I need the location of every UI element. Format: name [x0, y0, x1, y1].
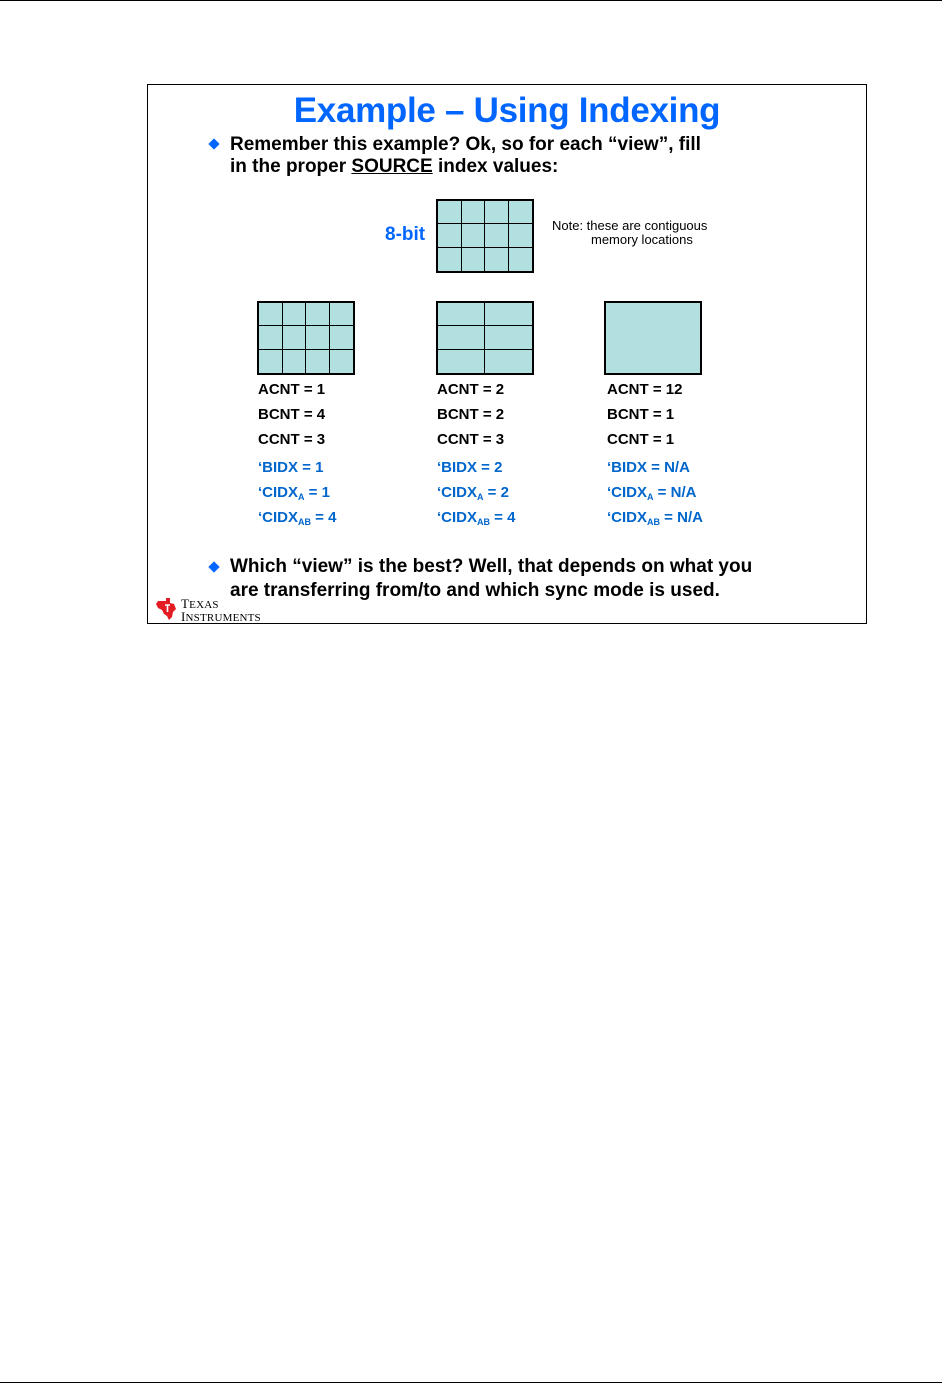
ccnt-value: CCNT = 1 — [607, 431, 675, 448]
ccnt-value: CCNT = 3 — [258, 431, 326, 448]
bullet-which-view — [230, 555, 752, 603]
bullet-line: are transferring from/to and which sync mode is used. — [230, 580, 720, 601]
grid-cell — [283, 326, 307, 349]
grid-cell — [438, 350, 485, 373]
bcnt-value: BCNT = 4 — [258, 406, 326, 423]
cidxab-value: ‘$CIDX_{AB} = N/A$ — [607, 509, 703, 527]
contiguous-note: Note: these are contiguous memory locations — [552, 218, 708, 247]
cidxa-value: ‘$CIDX_A = 2$ — [437, 484, 509, 502]
grid-cell — [330, 326, 354, 349]
grid-cell — [330, 303, 354, 326]
slide — [147, 84, 867, 624]
grid-cell — [606, 303, 700, 373]
view-1-grid — [257, 301, 355, 375]
bullet-diamond-icon — [208, 138, 219, 149]
grid-cell — [485, 326, 532, 349]
view-3-grid — [604, 301, 702, 375]
grid-cell — [283, 303, 307, 326]
source-width-label: 8-bit — [385, 224, 426, 245]
ccnt-value: CCNT = 3 — [437, 431, 505, 448]
bidx-value: ‘BIDX = 1 — [258, 459, 324, 476]
grid-cell — [438, 303, 485, 326]
grid-cell — [438, 248, 462, 271]
bullet-line: in the proper SOURCE index values: — [230, 156, 559, 177]
cidxab-value: ‘$CIDX_{AB} = 4$ — [258, 509, 337, 527]
source-memory-grid — [436, 199, 534, 273]
bidx-value: ‘BIDX = 2 — [437, 459, 503, 476]
grid-cell — [509, 248, 533, 271]
bidx-value: ‘BIDX = N/A — [607, 459, 690, 476]
grid-cell — [485, 350, 532, 373]
grid-cell — [438, 201, 462, 224]
grid-cell — [462, 224, 486, 247]
grid-cell — [306, 326, 330, 349]
cidxab-value: ‘$CIDX_{AB} = 4$ — [437, 509, 516, 527]
bcnt-value: BCNT = 1 — [607, 406, 675, 423]
grid-cell — [509, 224, 533, 247]
source-emphasis: SOURCE — [351, 156, 433, 177]
grid-cell — [462, 248, 486, 271]
view-2-grid — [436, 301, 534, 375]
grid-cell — [462, 201, 486, 224]
grid-cell — [306, 350, 330, 373]
grid-cell — [485, 201, 509, 224]
grid-cell — [259, 350, 283, 373]
grid-cell — [509, 201, 533, 224]
grid-cell — [330, 350, 354, 373]
bottom-rule — [0, 1382, 942, 1383]
grid-cell — [438, 224, 462, 247]
grid-cell — [259, 303, 283, 326]
bcnt-value: BCNT = 2 — [437, 406, 505, 423]
acnt-value: ACNT = 2 — [437, 381, 505, 398]
grid-cell — [306, 303, 330, 326]
cidxa-value: ‘$CIDX_A = 1$ — [258, 484, 330, 502]
slide-title: Example – Using Indexing — [293, 91, 721, 130]
acnt-value: ACNT = 12 — [607, 381, 683, 398]
cidxa-value: ‘$CIDX_A = N/A$ — [607, 484, 697, 502]
grid-cell — [259, 326, 283, 349]
bullet-remember — [230, 134, 701, 178]
bullet-line: Which “view” is the best? Well, that depends on what you — [230, 556, 753, 577]
grid-cell — [485, 224, 509, 247]
texas-instruments-logo — [155, 597, 275, 623]
grid-cell — [438, 326, 485, 349]
logo-wordmark: TEXAS INSTRUMENTS — [181, 596, 261, 624]
grid-cell — [283, 350, 307, 373]
ti-state-icon — [155, 597, 179, 621]
bullet-line: Remember this example? Ok, so for each “view”, fill — [230, 134, 701, 155]
grid-cell — [485, 248, 509, 271]
acnt-value: ACNT = 1 — [258, 381, 326, 398]
grid-cell — [485, 303, 532, 326]
top-rule — [0, 0, 942, 1]
bullet-diamond-icon — [208, 561, 219, 572]
